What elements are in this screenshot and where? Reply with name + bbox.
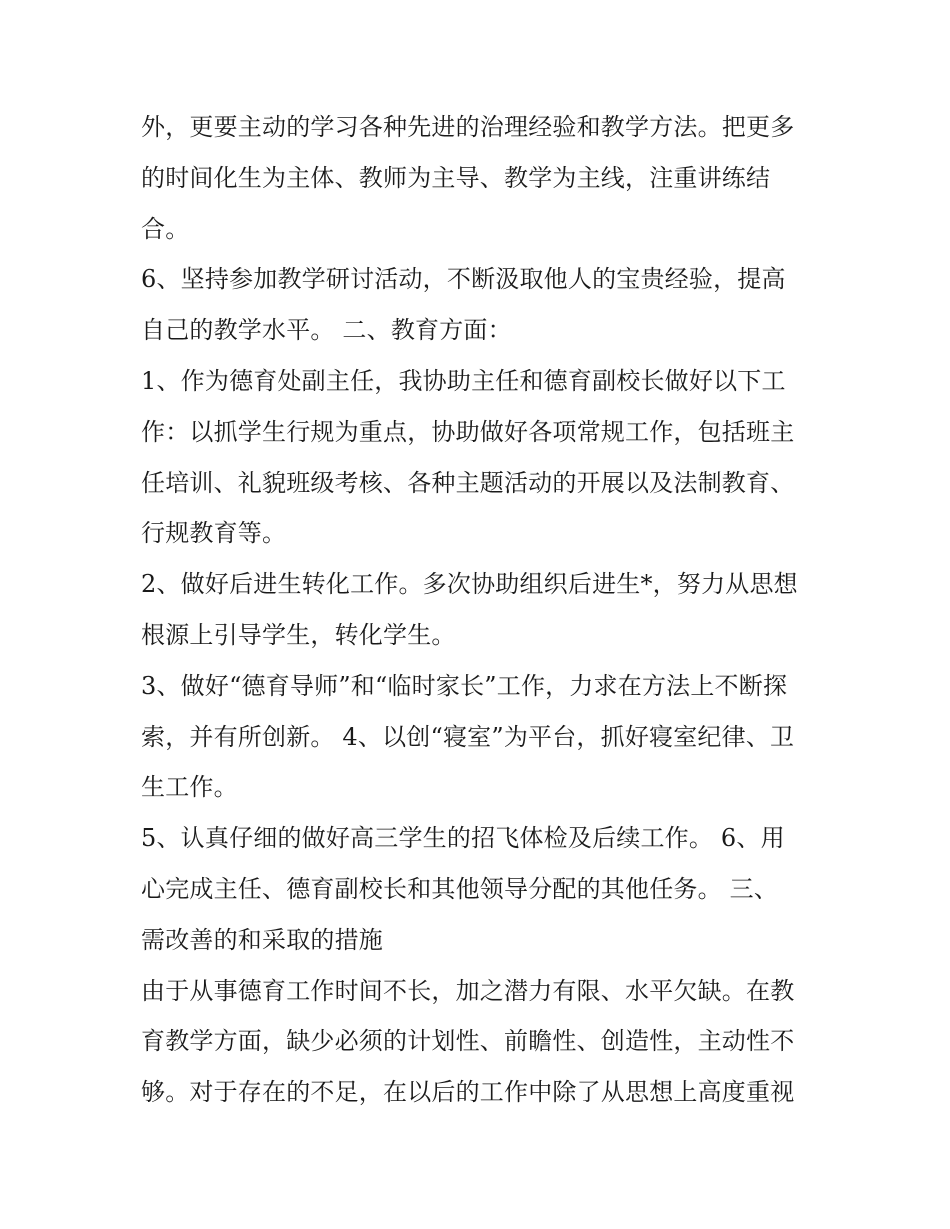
text-line: 行规教育等。 <box>141 519 287 548</box>
text-line: 外，更要主动的学习各种先进的治理经验和教学方法。把更多 <box>141 113 795 141</box>
text-line: 作：以抓学生行规为重点，协助做好各项常规工作，包括班主 <box>141 417 795 446</box>
text-line: 6、坚持参加教学研讨活动，不断汲取他人的宝贵经验，提高 <box>141 265 786 294</box>
text-line: 5、认真仔细的做好高三学生的招飞体检及后续工作。 6、用 <box>141 824 785 853</box>
document-body <box>141 102 821 1118</box>
text-line: 由于从事德育工作时间不长，加之潜力有限、水平欠缺。在教 <box>141 976 795 1005</box>
text-line: 合。 <box>141 214 190 243</box>
text-line: 自己的教学水平。 二、教育方面： <box>141 316 512 345</box>
text-line: 的时间化生为主体、教师为主导、教学为主线，注重讲练结 <box>141 163 771 192</box>
text-line: 够。对于存在的不足，在以后的工作中除了从思想上高度重视 <box>141 1078 795 1107</box>
text-line: 3、做好“德育导师”和“临时家长”工作，力求在方法上不断探 <box>141 671 788 700</box>
text-line: 心完成主任、德育副校长和其他领导分配的其他任务。 三、 <box>141 874 779 903</box>
text-line: 任培训、礼貌班级考核、各种主题活动的开展以及法制教育、 <box>141 468 795 497</box>
text-line: 1、作为德育处副主任，我协助主任和德育副校长做好以下工 <box>141 366 786 395</box>
text-line: 索，并有所创新。 4、以创“寝室”为平台，抓好寝室纪律、卫 <box>141 722 795 751</box>
text-line: 根源上引导学生，转化学生。 <box>141 620 456 649</box>
text-line: 生工作。 <box>141 773 238 802</box>
text-line: 需改善的和采取的措施 <box>141 925 383 954</box>
text-line: 育教学方面，缺少必须的计划性、前瞻性、创造性，主动性不 <box>141 1027 795 1056</box>
text-line: 2、做好后进生转化工作。多次协助组织后进生*，努力从思想 <box>141 570 798 599</box>
